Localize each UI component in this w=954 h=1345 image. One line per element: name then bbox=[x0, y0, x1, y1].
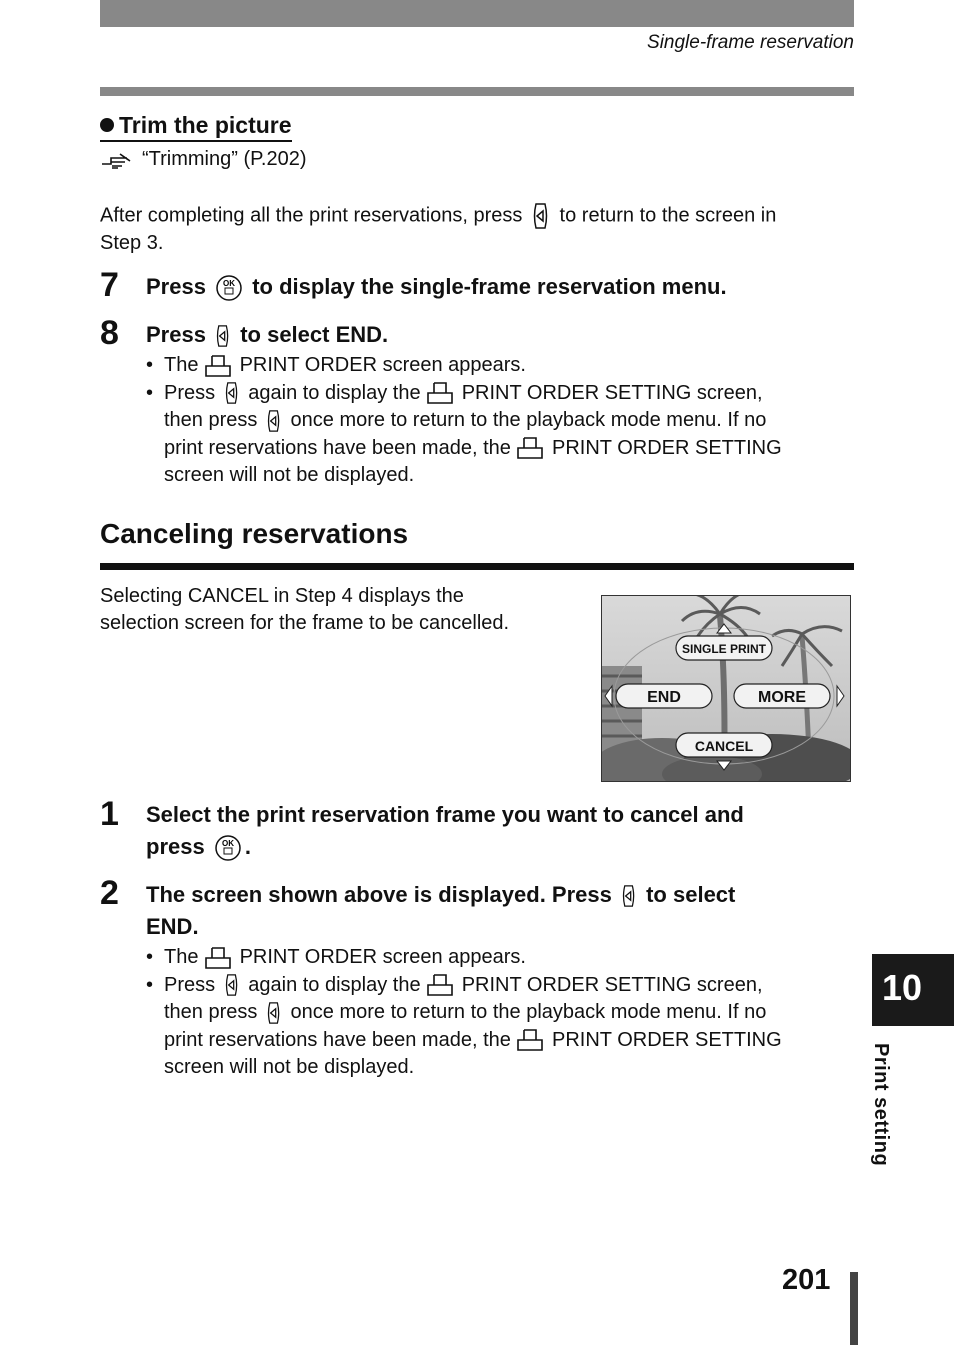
chapter-tab: 10 bbox=[872, 954, 954, 1026]
list-item: • Press again to display the PRINT ORDER SETTING screen, then press once more to return to the playback mode menu. If no print reservations have been made, the PRINT ORDER SETTING screen will not be displayed. bbox=[146, 972, 866, 1082]
ok-button-icon bbox=[211, 834, 245, 862]
step-8-text: Press to select END. bbox=[146, 319, 388, 351]
camera-screen-image bbox=[601, 595, 851, 782]
list-item: • The PRINT ORDER screen appears. bbox=[146, 944, 866, 972]
trim-reference: “Trimming” (P.202) bbox=[100, 148, 306, 171]
left-arrow-button-icon bbox=[263, 408, 285, 434]
more-label: MORE bbox=[758, 689, 806, 706]
step-8-bullets bbox=[146, 352, 866, 490]
print-order-icon bbox=[516, 1028, 546, 1052]
left-arrow-button-icon bbox=[528, 202, 554, 230]
step-2-bullets bbox=[146, 944, 866, 1082]
print-order-icon bbox=[204, 354, 234, 378]
end-label: END bbox=[647, 689, 681, 706]
left-arrow-button-icon bbox=[221, 972, 243, 998]
cancel-label: CANCEL bbox=[694, 738, 754, 754]
step-7-number: 7 bbox=[100, 266, 119, 304]
left-arrow-button-icon bbox=[618, 882, 640, 910]
left-arrow-button-icon bbox=[221, 380, 243, 406]
list-item: • Press again to display the PRINT ORDER SETTING screen, then press once more to return to the playback mode menu. If no print reservations have been made, the PRINT ORDER SETTING screen will not be displayed. bbox=[146, 380, 866, 490]
svg-text:OK: OK bbox=[223, 279, 236, 289]
section-intro: Selecting CANCEL in Step 4 displays the selection screen for the frame to be cancelled. bbox=[100, 585, 510, 634]
chapter-side-label: Print setting bbox=[870, 1043, 892, 1167]
step-2-text: The screen shown above is displayed. Press to select END. bbox=[146, 882, 736, 939]
running-head: Single-frame reservation bbox=[647, 32, 854, 53]
hand-pointer-icon bbox=[100, 150, 134, 170]
print-order-icon bbox=[516, 436, 546, 460]
step-2-number: 2 bbox=[100, 874, 119, 912]
ok-button-icon bbox=[212, 274, 246, 302]
page-edge-bar bbox=[850, 1272, 858, 1345]
print-order-icon bbox=[426, 381, 456, 405]
section-title: Canceling reservations bbox=[100, 518, 409, 549]
bullet-dot-icon bbox=[100, 118, 114, 132]
step-1-text: Select the print reservation frame you want to cancel and press OK . bbox=[146, 799, 866, 863]
header-bar bbox=[100, 0, 854, 27]
svg-text:OK: OK bbox=[221, 839, 234, 849]
list-item: • The PRINT ORDER screen appears. bbox=[146, 352, 866, 380]
section-rule bbox=[100, 563, 854, 570]
print-order-icon bbox=[204, 946, 234, 970]
header-rule bbox=[100, 87, 854, 96]
step-1-number: 1 bbox=[100, 795, 119, 833]
trim-heading: Trim the picture bbox=[100, 112, 292, 142]
page-number: 201 bbox=[782, 1264, 831, 1296]
print-order-icon bbox=[426, 973, 456, 997]
intro-paragraph: After completing all the print reservations, press to return to the screen in Step 3. bbox=[100, 202, 860, 257]
single-print-label: SINGLE PRINT bbox=[681, 642, 767, 656]
step-7-text: Press OK to display the single-frame reservation menu. bbox=[146, 271, 727, 303]
left-arrow-button-icon bbox=[212, 322, 234, 350]
left-arrow-button-icon bbox=[263, 1000, 285, 1026]
step-8-number: 8 bbox=[100, 314, 119, 352]
camera-screen-svg bbox=[602, 596, 850, 781]
